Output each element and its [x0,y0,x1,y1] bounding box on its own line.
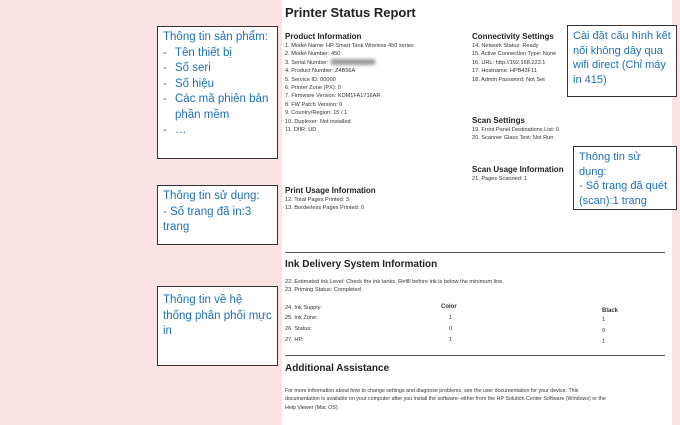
product-line: 5. Service ID: 00000 [285,76,336,83]
ink-col-color: Color [441,304,457,310]
ink-system-callout [157,286,278,366]
product-info-heading: Product Information [285,32,362,41]
ink-row-label: 24. Ink Supply: [285,305,323,311]
print-usage-line: 13. Borderless Pages Printed: 0 [285,205,364,212]
print-usage-heading: Print Usage Information [285,186,376,195]
ink-cell-color: 1 [449,315,453,321]
ink-row-label: 26. Status: [285,326,312,332]
additional-line: For more information about how to change settings and diagnose problems, see the user documentation for your device. This [285,388,579,394]
ink-row-label: 27. HP: [285,337,304,343]
ink-row-label: 25. Ink Zone: [285,315,318,321]
connectivity-lines [472,42,556,84]
additional-line: Help Viewer (Mac OS). [285,404,340,411]
redacted-serial-number [331,59,375,65]
product-line: 4. Product Number: Z4B56A [285,68,356,75]
serial-number-line [285,59,414,67]
ink-cell-black: 1 [602,317,606,323]
callout-item: - … [163,123,272,139]
product-line: 8. FW Patch Version: 0 [285,101,343,108]
product-line: 6. Printer Zone (PX): 0 [285,85,341,92]
callout-list [163,46,272,139]
callout-item: - Số hiệu [163,77,272,93]
connectivity-line: 18. Admin Password: Not Set [472,76,545,83]
section-divider [285,355,665,356]
product-line: 1. Model Name: HP Smart Tank Wireless 450 series [285,43,414,49]
additional-assistance-heading: Additional Assistance [285,363,390,374]
ink-delivery-heading: Ink Delivery System Information [285,259,438,270]
product-info-lines [285,42,414,134]
connectivity-line: 14. Network Status: Ready [472,43,539,49]
ink-cell-color: 0 [449,326,453,332]
print-usage-lines [285,196,364,213]
ink-col-black: Black [602,308,619,314]
callout-text: - Số trang đã quét (scan):1 trang [579,180,668,207]
callout-item: - Các mã phiên bản phần mềm [163,92,272,123]
scan-usage-callout [573,146,677,210]
callout-item: - Tên thiết bị [163,46,272,62]
scan-usage-lines [472,175,527,183]
product-line: 7. Firmware Version: KDM1FA1716AR [285,93,381,100]
wifi-direct-callout [567,25,677,97]
connectivity-line: 15. Active Connection Type: None [472,51,557,58]
ink-cell-black: 0 [602,328,606,334]
additional-line: documentation is available on your computer after you install the software--either from the HP Solution Center Software (Windows) or the [285,396,606,403]
product-line: 10. Duplexer: Not installed [285,118,351,125]
report-title: Printer Status Report [285,5,416,20]
callout-item: - Số seri [163,61,272,77]
ink-cell-color: 1 [449,337,453,343]
scan-settings-line: 20. Scanner Glass Test: Not Run [472,135,554,142]
print-usage-callout [157,185,278,245]
callout-title: Thông tin sản phẩm: [163,31,268,43]
additional-assistance-text [285,387,606,412]
ink-line: 22. Estimated Ink Level: Check the ink tanks. Refill before ink is below the minimum line. [285,279,504,285]
scan-usage-heading: Scan Usage Information [472,165,564,174]
ink-line: 23. Priming Status: Completed [285,287,361,294]
connectivity-heading: Connectivity Settings [472,32,554,41]
scan-usage-line: 21. Pages Scanned: 1 [472,176,528,182]
scan-settings-lines [472,126,559,143]
callout-text: Thông tin về hệ thống phân phối mực in [163,294,272,337]
connectivity-line: 17. Hostname: HPB43F11 [472,68,537,75]
callout-title: Thông tin sử dụng: [163,190,260,202]
product-line: 2. Model Number: 450 [285,51,341,58]
ink-delivery-lines [285,278,504,295]
product-line: 11. DIIR: UD [285,127,317,134]
product-info-callout [157,26,278,159]
serial-number-label: 3. Serial Number: [285,59,329,66]
callout-title: Thông tin sử dụng: [579,151,641,178]
section-divider [285,252,665,253]
print-usage-line: 12. Total Pages Printed: 3 [285,197,349,203]
product-line: 9. Country/Region: 15 / 1 [285,110,348,117]
callout-text: Cài đặt cấu hình kết nối không dây qua wifi direct (Chỉ máy in 415) [573,30,671,86]
callout-text: - Số trang đã in:3 trang [163,205,252,233]
scan-settings-line: 19. Front Panel Destinations List: 0 [472,127,560,133]
connectivity-line: 16. URL: http://192.168.223.1 [472,59,546,66]
scan-settings-heading: Scan Settings [472,116,525,125]
ink-cell-black: 1 [602,339,606,345]
